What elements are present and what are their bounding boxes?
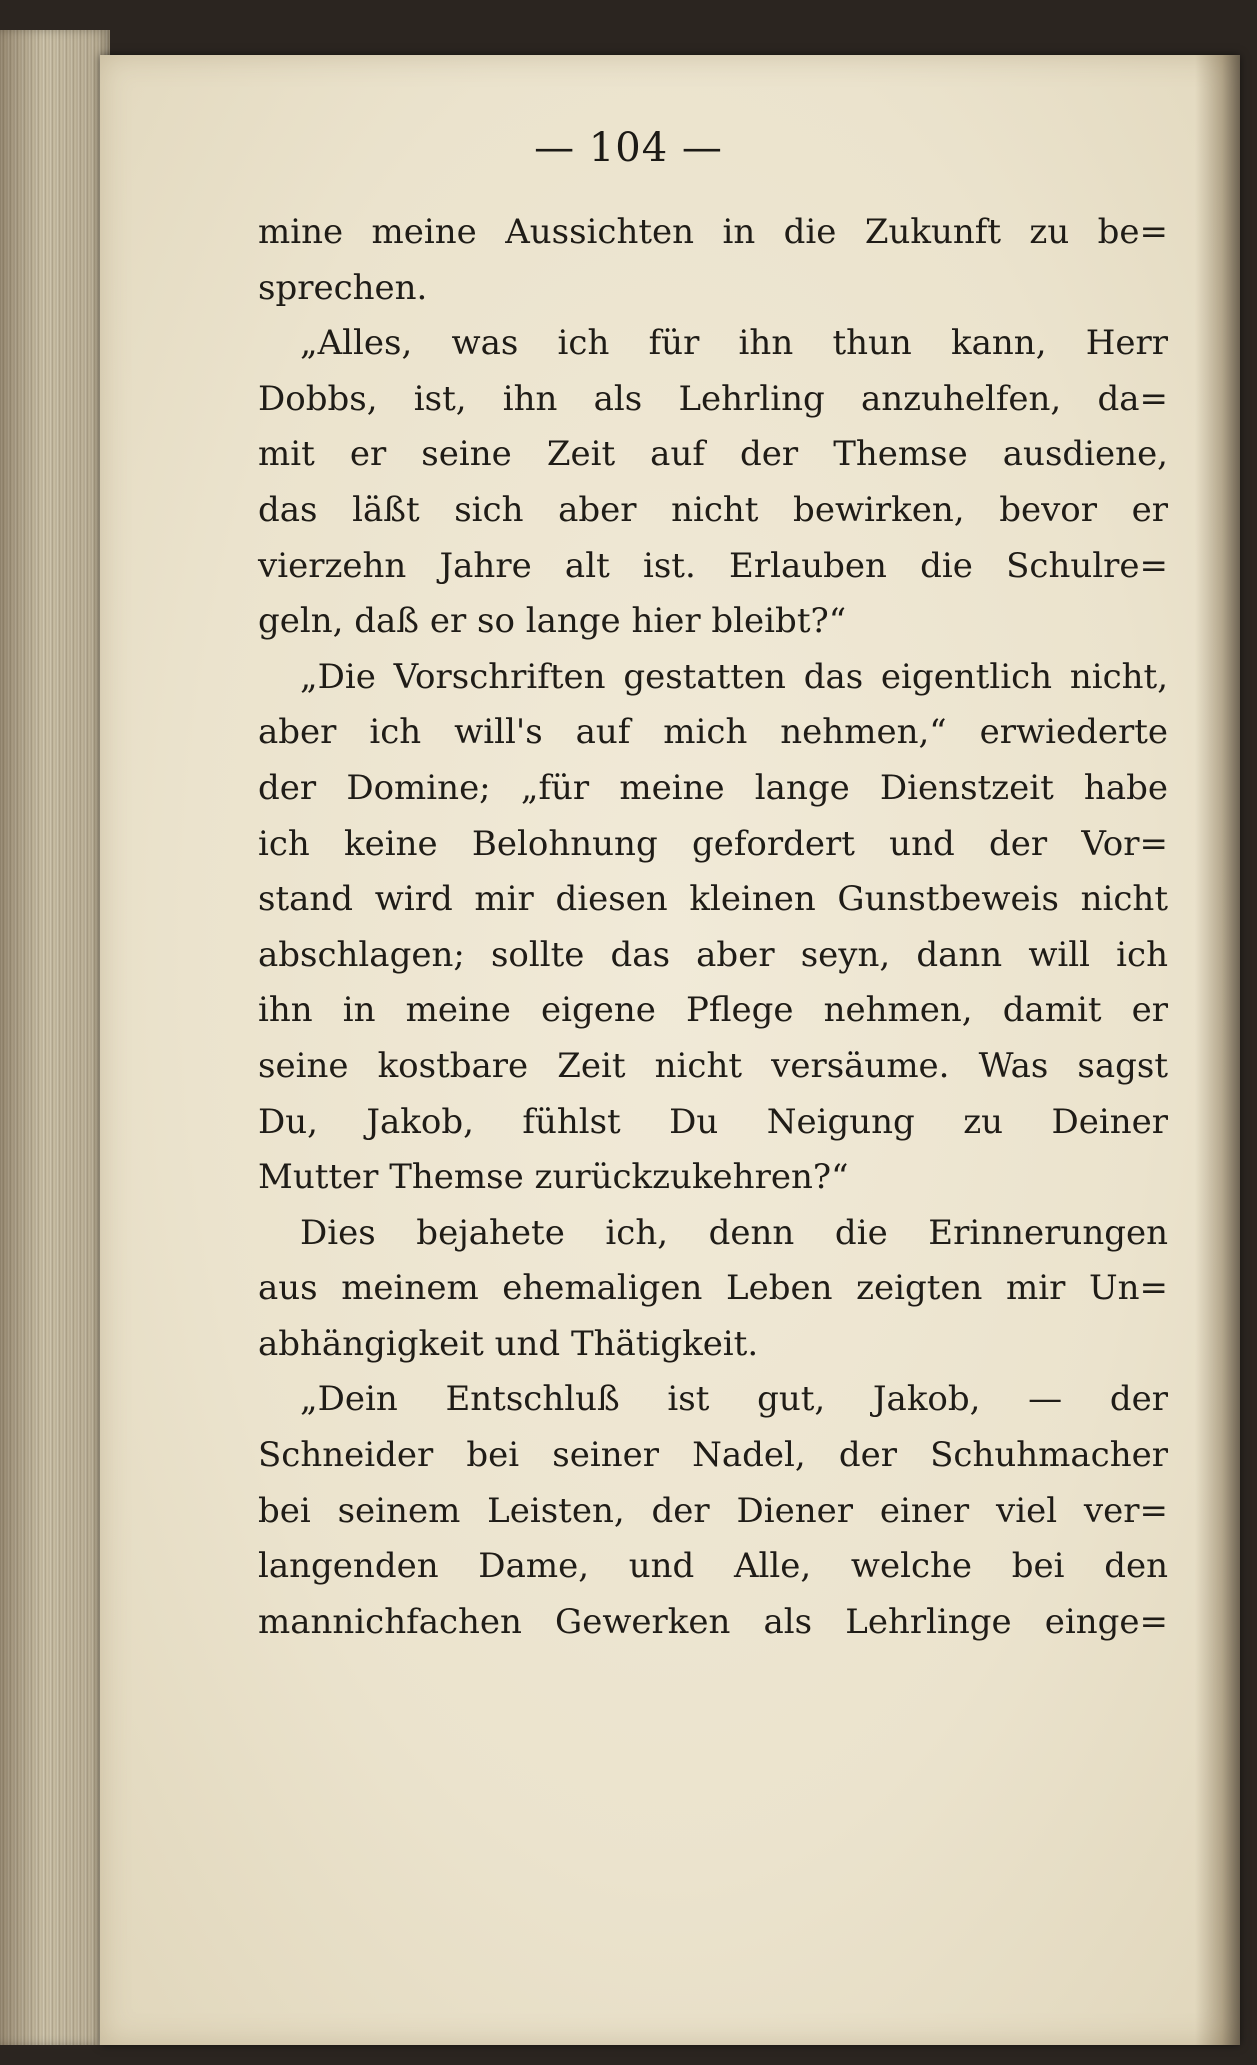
text-line: Du, Jakob, fühlst Du Neigung zu Deiner [258, 1101, 1168, 1142]
text-line: Mutter Themse zurückzukehren?“ [258, 1157, 849, 1198]
text-line: mannichfachen Gewerken als Lehrlinge einge= [258, 1601, 1168, 1642]
text-line: Schneider bei seiner Nadel, der Schuhmacher [258, 1435, 1168, 1476]
text-line: „Die Vorschriften gestatten das eigentlich nicht, [300, 656, 1168, 697]
text-line: bei seinem Leisten, der Diener einer viel ver= [258, 1490, 1168, 1531]
text-line: mine meine Aussichten in die Zukunft zu be= [258, 212, 1168, 252]
text-line: seine kostbare Zeit nicht versäume. Was sagst [258, 1045, 1168, 1086]
text-line: geln, daß er so lange hier bleibt?“ [258, 601, 847, 642]
page-number: — 104 — [534, 125, 723, 171]
text-line: das läßt sich aber nicht bewirken, bevor er [258, 489, 1168, 530]
text-line: mit er seine Zeit auf der Themse ausdiene, [258, 434, 1168, 475]
text-line: sprechen. [258, 267, 428, 308]
body-text [258, 205, 1168, 1650]
page-gutter-shadow [1195, 55, 1240, 2045]
text-line: Dies bejahete ich, denn die Erinnerungen [300, 1212, 1168, 1253]
text-line: ich keine Belohnung gefordert und der Vor= [258, 823, 1168, 864]
text-line: stand wird mir diesen kleinen Gunstbeweis nicht [258, 879, 1168, 920]
text-line: Dobbs, ist, ihn als Lehrling anzuhelfen, da= [258, 378, 1168, 419]
text-line: abhängigkeit und Thätigkeit. [258, 1323, 759, 1364]
text-line: langenden Dame, und Alle, welche bei den [258, 1546, 1168, 1587]
page-edges [0, 30, 110, 2045]
text-line: ihn in meine eigene Pflege nehmen, damit er [258, 990, 1168, 1031]
text-line: aber ich will's auf mich nehmen,“ erwiederte [258, 712, 1168, 753]
text-line: „Dein Entschluß ist gut, Jakob, — der [300, 1379, 1168, 1420]
text-line: der Domine; „für meine lange Dienstzeit habe [258, 767, 1168, 808]
text-line: aus meinem ehemaligen Leben zeigten mir Un= [258, 1268, 1168, 1309]
text-line: „Alles, was ich für ihn thun kann, Herr [300, 323, 1168, 364]
text-line: vierzehn Jahre alt ist. Erlauben die Schulre= [258, 545, 1168, 586]
text-line: abschlagen; sollte das aber seyn, dann will ich [258, 934, 1168, 975]
